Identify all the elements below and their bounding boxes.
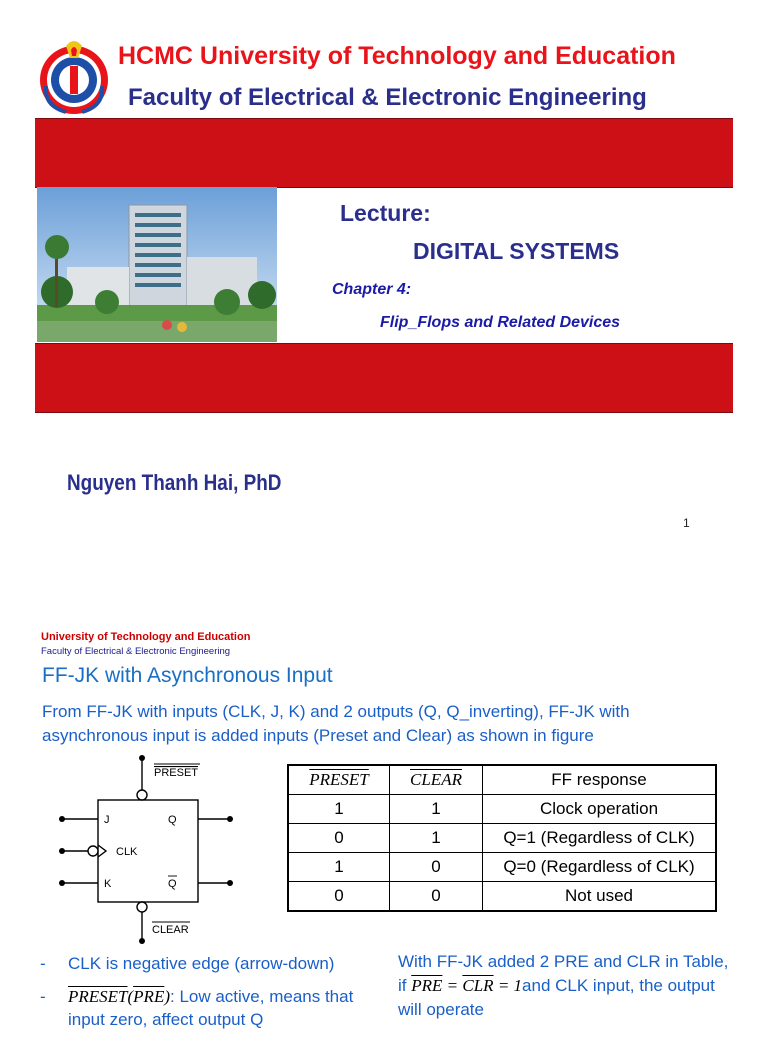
table-cell: 1: [288, 795, 390, 824]
bullet-item: - CLK is negative edge (arrow-down): [40, 954, 335, 973]
table-cell: 0: [288, 824, 390, 853]
table-row: [288, 882, 716, 912]
slide-heading: FF-JK with Asynchronous Input: [42, 664, 333, 687]
bullet-list: [40, 952, 380, 1041]
header-ff-response: FF response: [483, 765, 717, 795]
table-row: [288, 795, 716, 824]
table-row: [288, 853, 716, 882]
chapter-label: Chapter 4:: [332, 281, 412, 298]
note-eq: =: [442, 976, 463, 995]
lecture-label: Lecture:: [340, 200, 431, 226]
bullet-text: CLK is negative edge (arrow-down): [68, 954, 335, 973]
university-logo: [36, 36, 112, 118]
note-eq1: = 1: [493, 976, 523, 995]
diagram-q-label: Q: [168, 814, 177, 826]
header-clear: CLEAR: [390, 765, 483, 795]
note-clr: $\overline{CLR}$: [462, 976, 494, 995]
table-cell: 1: [390, 824, 483, 853]
top-red-banner: [35, 118, 733, 188]
university-title: HCMC University of Technology and Education: [118, 42, 676, 70]
page-number: 1: [683, 516, 690, 530]
jk-flipflop-diagram: [40, 752, 265, 947]
diagram-clk-label: CLK: [116, 846, 138, 858]
header-preset: PRESET: [288, 765, 390, 795]
side-note: [398, 950, 733, 1022]
table-cell: 0: [288, 882, 390, 912]
bullet-item: - $PRESET(\overline{PRE})$: Low active, means that input zero, affect output Q: [40, 987, 354, 1029]
intro-paragraph: From FF-JK with inputs (CLK, J, K) and 2 outputs (Q, Q_inverting), FF-JK with asynchronous input is added inputs (Preset and Clear) as shown in figure: [42, 702, 630, 745]
truth-table: [287, 764, 717, 912]
table-cell: 0: [390, 882, 483, 912]
table-row: [288, 824, 716, 853]
course-title: DIGITAL SYSTEMS: [413, 238, 620, 264]
note-pre: $\overline{PRE}$: [411, 976, 443, 995]
diagram-preset-label: PRESET: [154, 767, 199, 779]
table-header-row: [288, 765, 716, 795]
header-faculty: Faculty of Electrical & Electronic Engineering: [41, 646, 231, 657]
table-cell: Q=0 (Regardless of CLK): [483, 853, 717, 882]
bullet-text: : Low active, means that input zero, affect output Q: [68, 987, 354, 1029]
faculty-title: Faculty of Electrical & Electronic Engineering: [128, 84, 647, 111]
preset-formula: PRESET: [68, 987, 128, 1006]
note-text: With FF-JK added 2 PRE and CLR in Table, if: [398, 952, 729, 995]
diagram-k-label: K: [104, 878, 112, 890]
diagram-qbar-label: Q: [168, 878, 177, 890]
author-name: Nguyen Thanh Hai, PhD: [67, 470, 282, 495]
pre-formula: $\overline{PRE}$: [133, 987, 165, 1006]
bottom-red-banner: [35, 343, 733, 413]
table-cell: Q=1 (Regardless of CLK): [483, 824, 717, 853]
table-cell: Clock operation: [483, 795, 717, 824]
diagram-clear-label: CLEAR: [152, 924, 189, 936]
table-cell: Not used: [483, 882, 717, 912]
chapter-title: Flip_Flops and Related Devices: [380, 314, 621, 331]
table-cell: 0: [390, 853, 483, 882]
header-university: University of Technology and Education: [41, 631, 251, 643]
table-cell: 1: [390, 795, 483, 824]
campus-building-image: [37, 187, 277, 342]
note-text-2: and CLK input, the output will operate: [398, 976, 715, 1019]
table-cell: 1: [288, 853, 390, 882]
diagram-j-label: J: [104, 814, 110, 826]
